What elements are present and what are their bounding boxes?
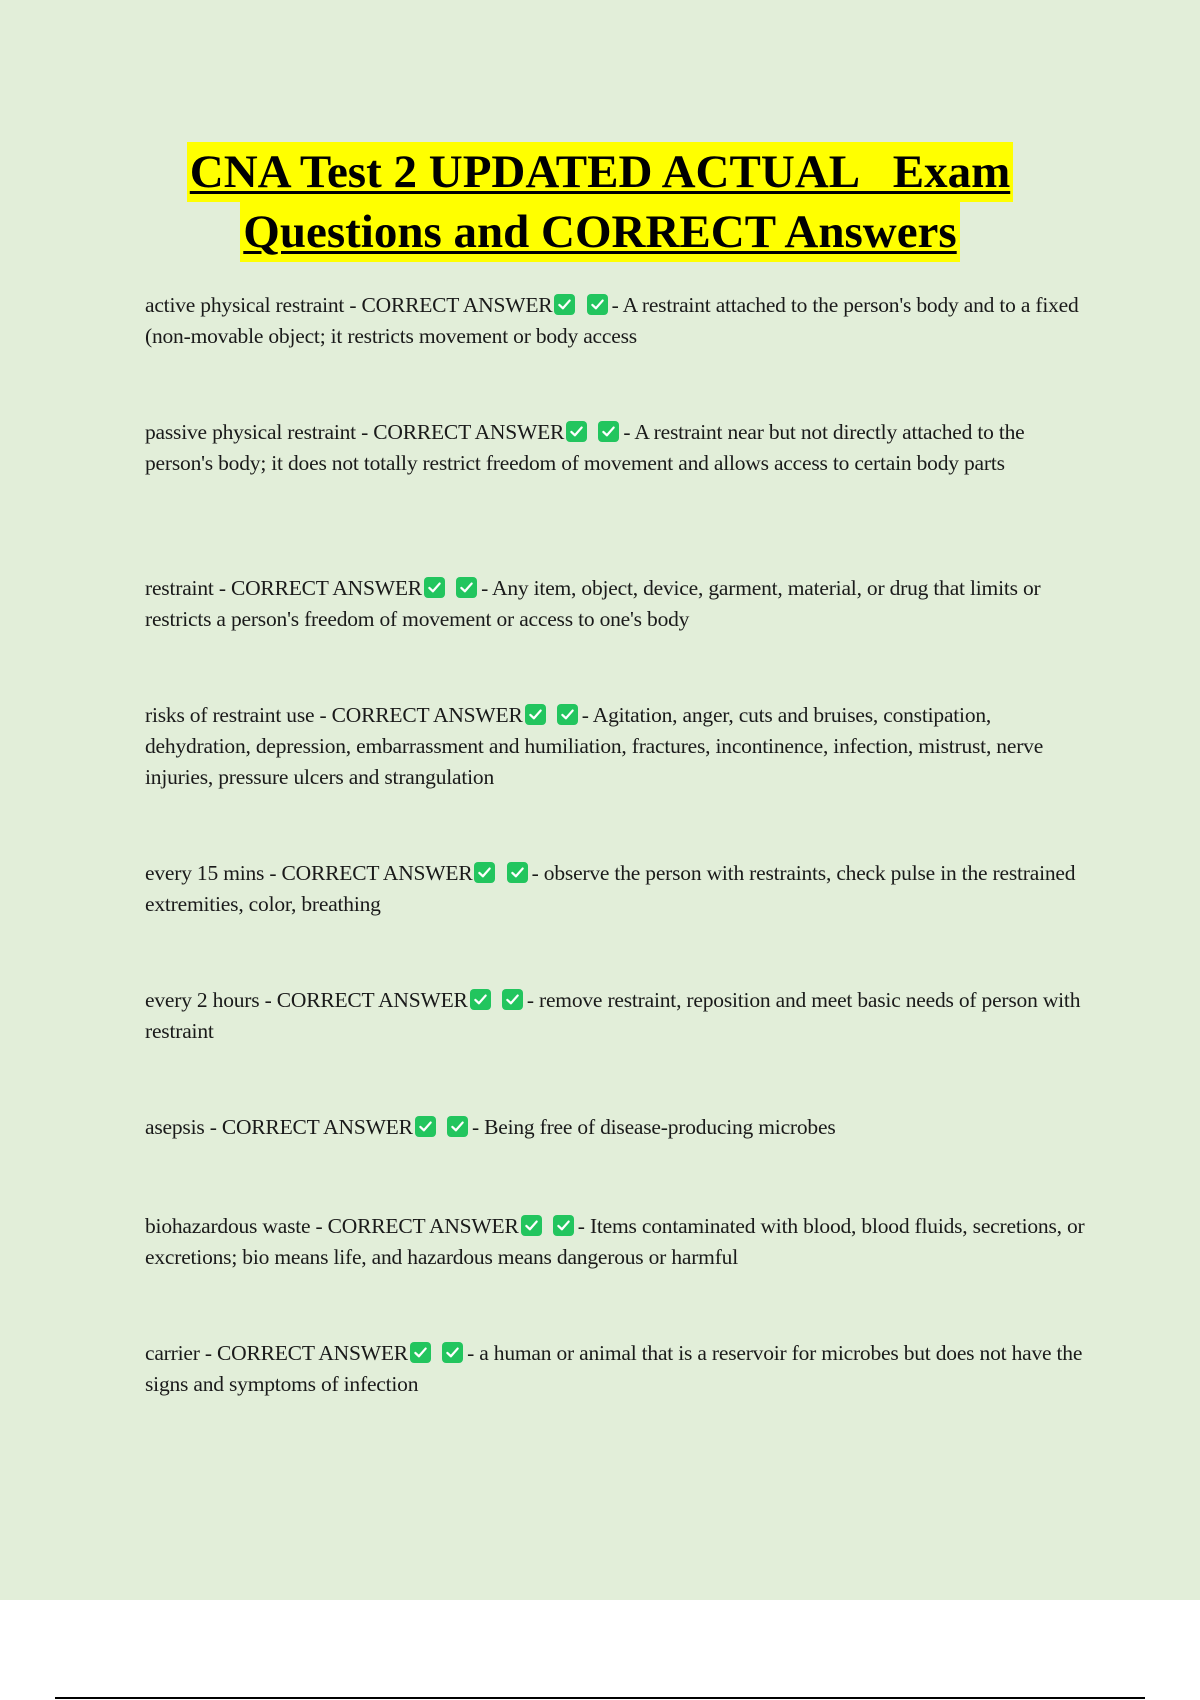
qa-term: restraint <box>145 576 214 600</box>
qa-definition: Any item, object, device, garment, material, or drug that limits or restricts a person's freedom of movement or access to one's body <box>145 576 1041 631</box>
qa-item: restraint - CORRECT ANSWER - Any item, object, device, garment, material, or drug that limits or restricts a person's freedom of movement or access to one's body <box>145 576 1041 631</box>
green-check-mark-icon <box>474 862 495 883</box>
qa-item: every 15 mins - CORRECT ANSWER - observe the person with restraints, check pulse in the restrained extremities, color, breathing <box>145 861 1076 916</box>
green-check-mark-icon <box>525 704 546 725</box>
title-line-2: Questions and CORRECT Answers <box>240 202 959 262</box>
qa-definition: Items contaminated with blood, blood fluids, secretions, or excretions; bio means life, and hazardous means dangerous or harmful <box>145 1214 1085 1269</box>
answer-marker: CORRECT ANSWER <box>230 576 422 600</box>
answer-marker: CORRECT ANSWER <box>276 988 468 1012</box>
green-check-mark-icon <box>521 1215 542 1236</box>
answer-marker: CORRECT ANSWER <box>281 861 473 885</box>
green-check-mark-icon <box>447 1116 468 1137</box>
green-check-mark-icon <box>470 989 491 1010</box>
answer-marker: CORRECT ANSWER <box>331 703 523 727</box>
qa-term: carrier <box>145 1341 200 1365</box>
qa-definition: remove restraint, reposition and meet basic needs of person with restraint <box>145 988 1081 1043</box>
green-check-mark-icon <box>554 294 575 315</box>
qa-item: biohazardous waste - CORRECT ANSWER - Items contaminated with blood, blood fluids, secretions, or excretions; bio means life, and hazardous means dangerous or harmful <box>145 1214 1085 1269</box>
qa-term: risks of restraint use <box>145 703 315 727</box>
qa-item: carrier - CORRECT ANSWER - a human or animal that is a reservoir for microbes but does not have the signs and symptoms of infection <box>145 1341 1083 1396</box>
green-check-mark-icon <box>507 862 528 883</box>
answer-marker: CORRECT ANSWER <box>327 1214 519 1238</box>
green-check-mark-icon <box>502 989 523 1010</box>
answer-marker: CORRECT ANSWER <box>217 1341 408 1365</box>
qa-definition: Agitation, anger, cuts and bruises, constipation, dehydration, depression, embarrassment and humiliation, fractures, incontinence, infection, mistrust, nerve injuries, pressure ulcers and strangulation <box>145 703 1044 789</box>
answer-marker: CORRECT ANSWER <box>373 420 565 444</box>
qa-item: passive physical restraint - CORRECT ANSWER - A restraint near but not directly attached to the person's body; it does not totally restrict freedom of movement and allows access to certain body parts <box>145 420 1025 475</box>
qa-definition: Being free of disease-producing microbes <box>484 1115 836 1139</box>
qa-term: active physical restraint <box>145 293 345 317</box>
green-check-mark-icon <box>442 1342 463 1363</box>
qa-item: risks of restraint use - CORRECT ANSWER - Agitation, anger, cuts and bruises, constipation, dehydration, depression, embarrassment and humiliation, fractures, incontinence, infection, mistrust, nerve injuries, pressure ulcers and strangulation <box>145 703 1044 789</box>
qa-term: biohazardous waste <box>145 1214 311 1238</box>
qa-term: passive physical restraint <box>145 420 356 444</box>
qa-item: asepsis - CORRECT ANSWER - Being free of disease-producing microbes <box>145 1115 836 1139</box>
qa-definition: observe the person with restraints, check pulse in the restrained extremities, color, breathing <box>145 861 1076 916</box>
green-check-mark-icon <box>566 421 587 442</box>
green-check-mark-icon <box>415 1116 436 1137</box>
answer-marker: CORRECT ANSWER <box>221 1115 413 1139</box>
green-check-mark-icon <box>456 577 477 598</box>
qa-term: every 15 mins <box>145 861 265 885</box>
green-check-mark-icon <box>424 577 445 598</box>
qa-definition: a human or animal that is a reservoir for microbes but does not have the signs and symptoms of infection <box>145 1341 1083 1396</box>
green-check-mark-icon <box>598 421 619 442</box>
document-title <box>0 142 1200 262</box>
qa-term: asepsis <box>145 1115 205 1139</box>
qa-item: active physical restraint - CORRECT ANSWER - A restraint attached to the person's body and to a fixed (non-movable object; it restricts movement or body access <box>145 293 1079 348</box>
title-line-1: CNA Test 2 UPDATED ACTUAL Exam <box>187 142 1013 202</box>
qa-item: every 2 hours - CORRECT ANSWER - remove restraint, reposition and meet basic needs of person with restraint <box>145 988 1081 1043</box>
qa-term: every 2 hours <box>145 988 260 1012</box>
green-check-mark-icon <box>557 704 578 725</box>
green-check-mark-icon <box>410 1342 431 1363</box>
green-check-mark-icon <box>587 294 608 315</box>
answer-marker: CORRECT ANSWER <box>361 293 553 317</box>
qa-definition: A restraint near but not directly attached to the person's body; it does not totally restrict freedom of movement and allows access to certain body parts <box>145 420 1025 475</box>
footer-rule <box>55 1697 1145 1699</box>
green-check-mark-icon <box>553 1215 574 1236</box>
qa-definition: A restraint attached to the person's body and to a fixed (non-movable object; it restricts movement or body access <box>145 293 1079 348</box>
